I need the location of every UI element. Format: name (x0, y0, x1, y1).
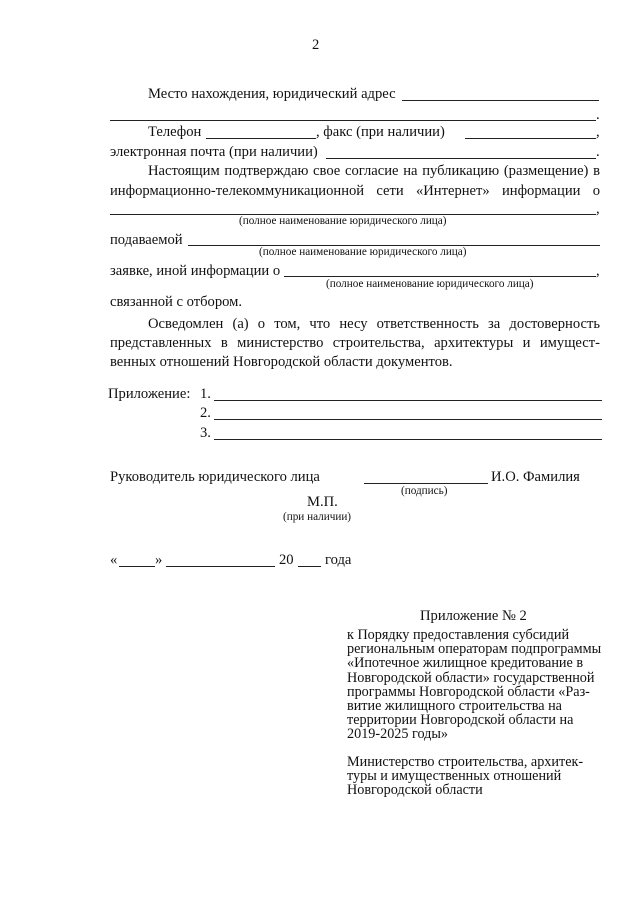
entity-caption-2: (полное наименование юридического лица) (259, 246, 467, 258)
stamp-caption: (при наличии) (283, 511, 352, 523)
fax-line (465, 138, 596, 139)
date-day-line (119, 566, 155, 567)
phone-label: Телефон (148, 124, 202, 140)
attachment-item-number: 1. (200, 386, 211, 402)
email-line (326, 158, 596, 159)
address-period: . (596, 107, 600, 123)
page-number: 2 (312, 37, 320, 53)
consent-line-1: Настоящим подтверждаю свое согласие на публикацию (размещение) в (148, 163, 600, 179)
attachment-line (214, 400, 602, 401)
fax-label: , факс (при наличии) (316, 124, 445, 140)
date-year-line (298, 566, 321, 567)
phone-line (206, 138, 316, 139)
fax-comma: , (596, 124, 600, 140)
address-line-2 (110, 120, 596, 121)
address-line (402, 100, 599, 101)
email-period: . (596, 144, 600, 160)
application-label: заявке, иной информации о (110, 263, 281, 279)
attachment-line (214, 419, 602, 420)
appendix-description: к Порядку предоставления субсидий региональным операторам подпрограммы «Ипотечное жилищное кредитование в Новгородской области» государственной программы Новгородской области «Раз- витие жилищного строительства на территории Новгородской области на 2019-2025 годы» (347, 627, 602, 743)
submitted-label: подаваемой (110, 232, 183, 248)
attachment-line (214, 439, 602, 440)
date-year-suffix: года (325, 552, 352, 568)
consent-line-2: информационно-телекоммуникационной сети «Интернет» информации о (110, 183, 600, 199)
appendix-recipient: Министерство строительства, архитек- туры и имущественных отношений Новгородской области (347, 754, 584, 799)
head-name: И.О. Фамилия (491, 469, 580, 485)
date-month-line (166, 566, 275, 567)
entity-caption-3: (полное наименование юридического лица) (326, 278, 534, 290)
entity-comma-1: , (596, 201, 600, 217)
application-line (284, 276, 596, 277)
signature-caption: (подпись) (401, 485, 448, 497)
entity-caption-1: (полное наименование юридического лица) (239, 215, 447, 227)
application-comma: , (596, 263, 600, 279)
related-label: связанной с отбором. (110, 294, 243, 310)
attachment-item-number: 2. (200, 405, 211, 421)
date-close-quote: » (155, 552, 163, 568)
address-label: Место нахождения, юридический адрес (148, 86, 396, 102)
attachments-label: Приложение: (108, 386, 191, 402)
signature-line (364, 483, 488, 484)
ack-line-2: представленных в министерство строительства, архитектуры и имущест- (110, 335, 600, 351)
appendix-title: Приложение № 2 (420, 608, 527, 624)
date-open-quote: « (110, 552, 118, 568)
ack-line-3: венных отношений Новгородской области документов. (110, 354, 453, 370)
stamp-label: М.П. (307, 494, 338, 510)
date-year-prefix: 20 (279, 552, 294, 568)
head-label: Руководитель юридического лица (110, 469, 320, 485)
ack-line-1: Осведомлен (а) о том, что несу ответственность за достоверность (148, 316, 600, 332)
email-label: электронная почта (при наличии) (110, 144, 318, 160)
attachment-item-number: 3. (200, 425, 211, 441)
